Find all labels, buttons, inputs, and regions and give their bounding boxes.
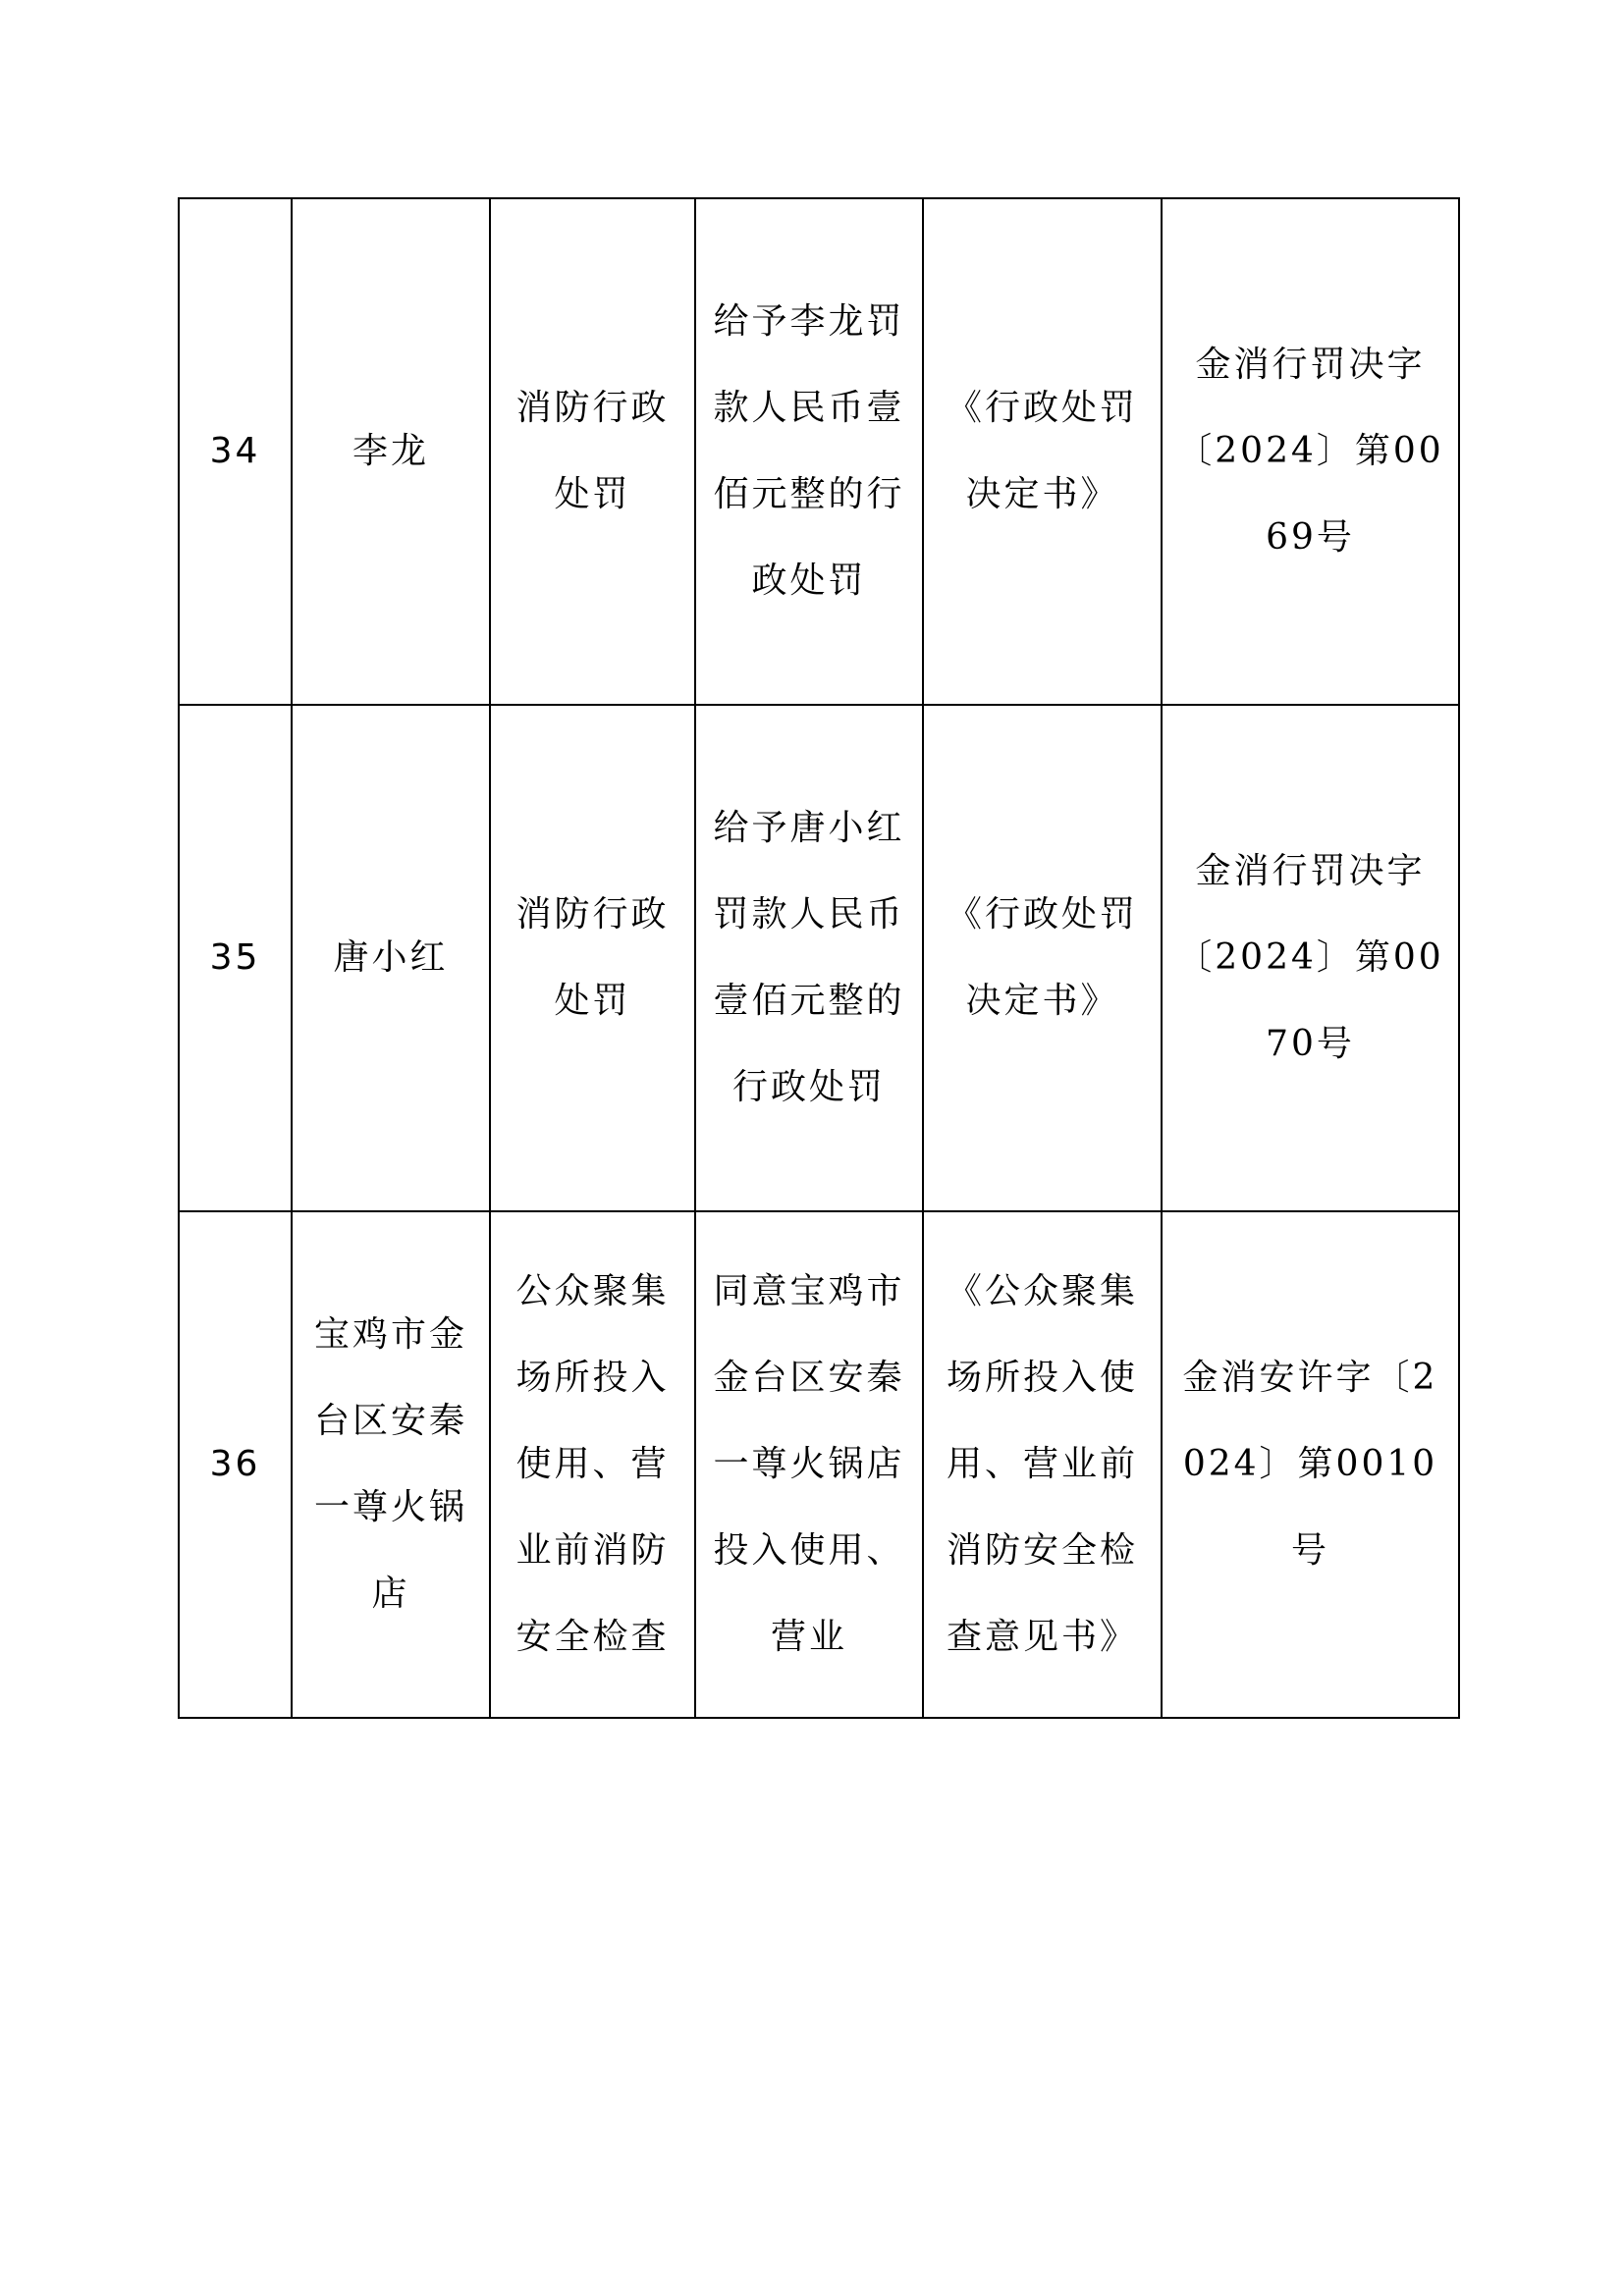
table-row: [179, 198, 1459, 705]
party-name-text: 唐小红: [333, 937, 449, 978]
document-type: [923, 705, 1162, 1211]
decision-content-text: 同意宝鸡市金台区安秦一尊火锅店投入使用、营业: [713, 1271, 905, 1657]
party-name: [292, 198, 490, 705]
case-category-text: 公众聚集场所投入使用、营业前消防安全检查: [515, 1271, 670, 1657]
document-reference: [1162, 705, 1459, 1211]
decision-content: [695, 198, 923, 705]
table-row: [179, 1211, 1459, 1718]
case-category: [490, 705, 695, 1211]
party-name-text: 李龙: [352, 431, 429, 471]
document-reference-text: 金消安许字〔2024〕第0010号: [1182, 1358, 1438, 1571]
decision-content-text: 给予李龙罚款人民币壹佰元整的行政处罚: [713, 301, 905, 601]
document-reference-text: 金消行罚决字〔2024〕第0069号: [1176, 345, 1444, 558]
party-name: [292, 1211, 490, 1718]
row-number-text: 35: [209, 937, 261, 978]
document-reference-text: 金消行罚决字〔2024〕第0070号: [1176, 851, 1444, 1064]
row-number: [179, 198, 292, 705]
party-name: [292, 705, 490, 1211]
decision-content: [695, 1211, 923, 1718]
table-row: [179, 705, 1459, 1211]
row-number: [179, 1211, 292, 1718]
document-type: [923, 198, 1162, 705]
case-category-text: 消防行政处罚: [515, 894, 670, 1021]
document-type-text: 《公众聚集场所投入使用、营业前消防安全检查意见书》: [946, 1271, 1138, 1657]
case-category-text: 消防行政处罚: [515, 388, 670, 514]
row-number: [179, 705, 292, 1211]
document-type-text: 《行政处罚决定书》: [946, 388, 1138, 514]
row-number-text: 34: [209, 431, 261, 471]
document-type: [923, 1211, 1162, 1718]
records-table: [178, 197, 1460, 1719]
row-number-text: 36: [209, 1444, 261, 1484]
decision-content-text: 给予唐小红罚款人民币壹佰元整的行政处罚: [713, 808, 905, 1107]
case-category: [490, 1211, 695, 1718]
party-name-text: 宝鸡市金台区安秦一尊火锅店: [313, 1314, 467, 1614]
document-reference: [1162, 1211, 1459, 1718]
document-reference: [1162, 198, 1459, 705]
case-category: [490, 198, 695, 705]
decision-content: [695, 705, 923, 1211]
document-type-text: 《行政处罚决定书》: [946, 894, 1138, 1021]
